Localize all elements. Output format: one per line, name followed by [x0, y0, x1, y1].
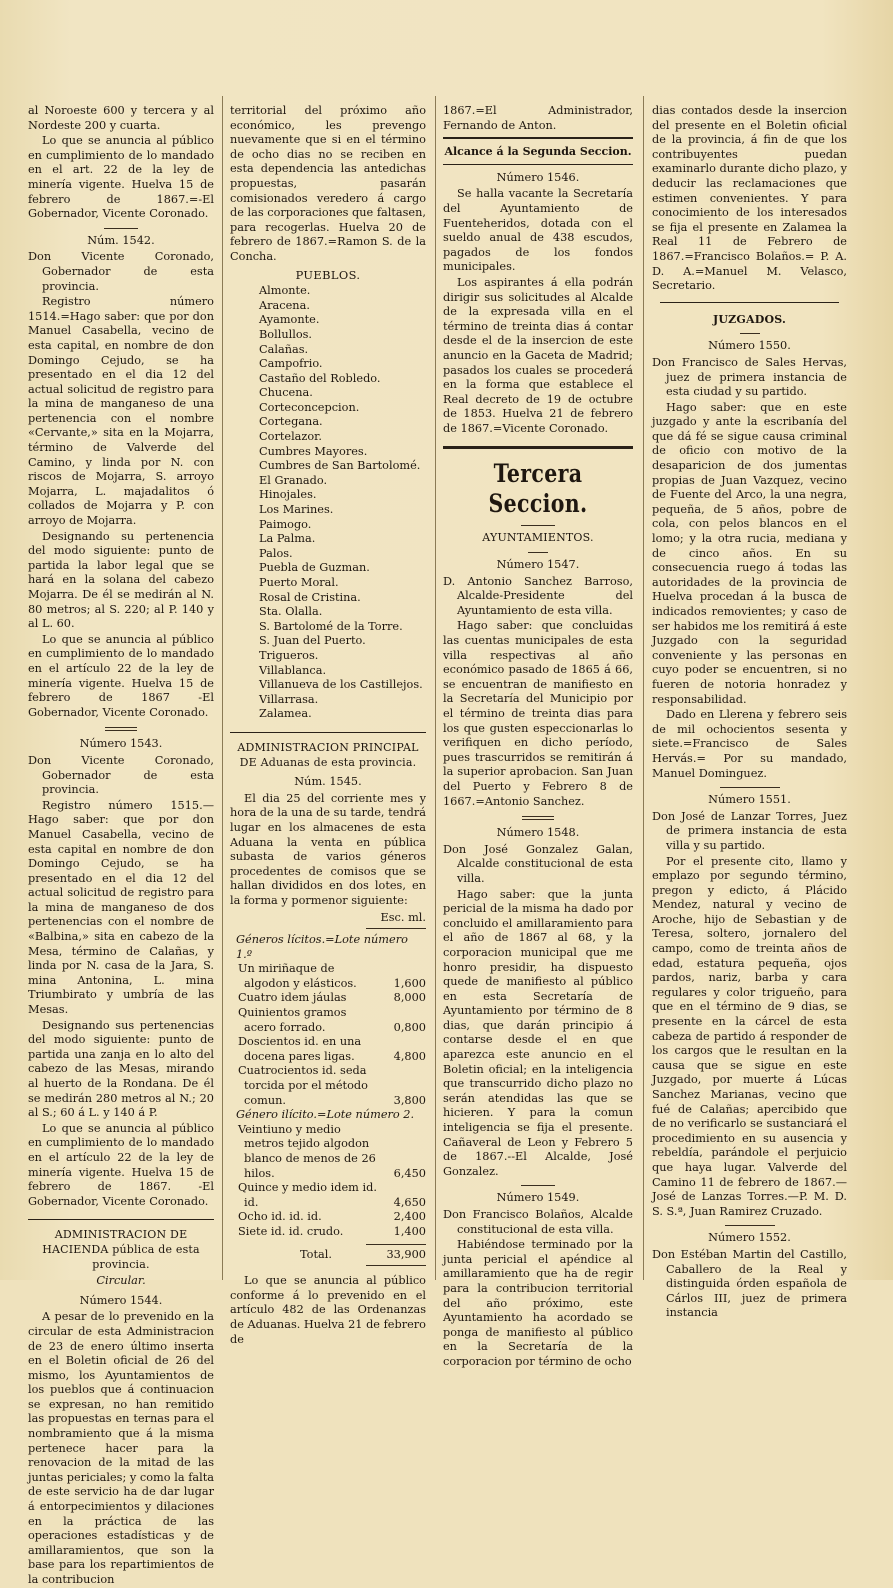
notice-number: Núm. 1545. [294, 775, 362, 789]
lot-heading: Géneros lícitos.=Lote número 1.º [236, 933, 408, 961]
lot-items [230, 962, 426, 1108]
lot-item-value: 0,800 [393, 1020, 426, 1034]
section-heading: ADMINISTRACION PRINCIPAL DE Aduanas de esta provincia. [237, 740, 419, 769]
town-list-item: Cumbres Mayores. [259, 444, 368, 458]
town-list-item: Aracena. [259, 298, 310, 312]
paragraph: Habiéndose terminado por la junta pericial el apéndice al amillaramiento que ha de regir para la contribucion territorial del año próximo, este Ayuntamiento ha acordado se ponga de manifiesto al público en la Secretaría de la corporacion por término de ocho [443, 1238, 633, 1368]
town-list-item: S. Juan del Puerto. [259, 634, 366, 648]
lot-item-description: Un miriñaque de algodon y elásticos. [238, 962, 357, 990]
lot-item-description: Doscientos id. en una docena pares ligas. [238, 1035, 362, 1063]
lot-item-row [230, 1210, 426, 1225]
town-list-item: Ayamonte. [259, 313, 320, 327]
notice-number: Número 1550. [708, 339, 791, 353]
town-list-item: Corteconcepcion. [259, 400, 360, 414]
separator [443, 137, 633, 139]
town-list-item: Hinojales. [259, 488, 317, 502]
town-list-item: Trigueros. [259, 648, 319, 662]
lot-item-row [230, 1006, 426, 1035]
lot-item-value: 8,000 [393, 991, 426, 1005]
lot-item-description: Veintiuno y medio metros tejido algodon blanco de menos de 26 hilos. [238, 1122, 376, 1180]
town-list-item: La Palma. [259, 532, 316, 546]
paragraph: Hago saber: que la junta pericial de la misma ha dado por concluido el amillaramiento para el año de 1867 al 68, y la corporacion municipal que me honro presidir, ha dispuesto quede de manifiesto al público en esta Secretaría de Ayuntamiento por término de 8 dias, que darán principio á contarse desde el en que aparezca este anuncio en el Boletin oficial; en la inteligencia que transcurrido dicho plazo no serán atendidas las que se hicieren. Y para la comun inteligencia se fija el presente. Cañaveral de Leon y Febrero 5 de 1867.--El Alcalde, José Gonzalez. [443, 887, 633, 1178]
currency-heading: Esc. ml. [380, 911, 426, 925]
section-title: Tercera Seccion. [488, 459, 588, 519]
paragraph: A pesar de lo prevenido en la circular de esta Administracion de 23 de enero último inserta en el Boletin oficial de 26 del mismo, los Ayuntamientos de los pueblos que á continuacion se expresan, no han remitido las propuestas en ternas para el nombramiento que á la misma pertenece hacer para la renovacion de la mitad de las juntas periciales; y como la falta de este servicio ha de dar lugar á entorpecimientos y dilaciones en la práctica de las operaciones estadísticas y de amillaramientos, que son la base para los repartimientos de la contribucion [28, 1310, 214, 1586]
lot-item-value: 3,800 [393, 1093, 426, 1107]
lot-item-description: Ocho id. id. id. [238, 1210, 322, 1224]
lot-item-description: Siete id. id. crudo. [238, 1224, 344, 1238]
town-list-item: Sta. Olalla. [259, 605, 323, 619]
town-list-item: Chucena. [259, 386, 313, 400]
notice-header: Don Estéban Martin del Castillo, Caballero de la Real y distinguida órden española de Cárlos III, juez de primera instancia [652, 1247, 847, 1320]
lot-item-row [230, 1035, 426, 1064]
town-list-item: Cortelazor. [259, 430, 322, 444]
paragraph: El dia 25 del corriente mes y hora de la una de su tarde, tendrá lugar en los almacenes de esta Aduana la venta en pública subasta de varios géneros procedentes de comisos que se hallan divididos en dos lotes, en la forma y pormenor siguiente: [230, 791, 426, 907]
town-list-item: Los Marines. [259, 503, 334, 517]
town-list-item: Paimogo. [259, 517, 312, 531]
paragraph: al Noroeste 600 y tercera y al Nordeste 200 y cuarta. [28, 104, 214, 132]
separator [366, 1244, 426, 1245]
town-list-item: El Granado. [259, 473, 328, 487]
notice-number: Número 1552. [708, 1231, 791, 1245]
section-heading: Alcance á la Segunda Seccion. [444, 145, 632, 159]
paragraph: territorial del próximo año económico, les prevengo nuevamente que si en el término de ocho dias no se reciben en esta dependencia las antedichas propuestas, pasarán comisionados veredero á cargo de las corporaciones que faltasen, para recogerlas. Huelva 20 de febrero de 1867.=Ramon S. de la Concha. [230, 104, 426, 263]
notice-number: Núm. 1542. [87, 233, 155, 247]
town-list-item: Calañas. [259, 342, 309, 356]
lot-item-value: 4,650 [393, 1195, 426, 1209]
separator [104, 228, 138, 229]
paragraph: Lo que se anuncia al público en cumplimiento de lo mandado en el art. 22 de la ley de minería vigente. Huelva 15 de febrero de 1867.=-El Gobernador, Vicente Coronado. [28, 134, 214, 221]
lot-items [230, 1123, 426, 1240]
town-list-item: Villarrasa. [259, 692, 319, 706]
paragraph: Registro número 1515.—Hago saber: que por don Manuel Casabella, vecino de esta capital en nombre de don Domingo Cejudo, se ha presentado en el dia 12 del actual solicitud de registro para la mina de manganeso de dos pertenencias con el nombre de «Balbina,» sita en cabezo de la Mesa, término de Calañas, y linda por N. casa de la Jara, S. mina Antonina, L. mina Triumbirato y umbría de las Mesas. [28, 798, 214, 1017]
town-list-item: Cortegana. [259, 415, 323, 429]
column-divider [643, 96, 644, 1280]
paragraph: Se halla vacante la Secretaría del Ayuntamiento de Fuenteheridos, dotada con el sueldo anual de 438 escudos, pagados de los fondos municipales. [443, 187, 633, 274]
notice-header: Don Francisco de Sales Hervas, juez de primera instancia de esta ciudad y su partido. [652, 355, 847, 399]
lot-item-value: 2,400 [393, 1210, 426, 1224]
lot-item-description: Quinientos gramos acero forrado. [238, 1006, 347, 1034]
lot-item-row [230, 1064, 426, 1108]
town-list-item: Villanueva de los Castillejos. [259, 678, 423, 692]
column-1 [28, 104, 214, 1586]
notice-header: Don José Gonzalez Galan, Alcalde constitucional de esta villa. [443, 842, 633, 885]
subheading: Circular. [96, 1274, 146, 1288]
separator [443, 446, 633, 449]
town-list-item: Bollullos. [259, 327, 313, 341]
paragraph: Lo que se anuncia al público en cumplimiento de lo mandado en el artículo 22 de la ley de minería vigente. Huelva 15 de febrero de 1867. -El Gobernador, Vicente Coronado. [28, 1121, 214, 1208]
section-heading: AYUNTAMIENTOS. [482, 531, 594, 545]
notice-number: Número 1551. [708, 793, 791, 807]
town-list-item: Cumbres de San Bartolomé. [259, 459, 421, 473]
paragraph: Los aspirantes á ella podrán dirigir sus solicitudes al Alcalde de la expresada villa en el término de treinta dias á contar desde el de la insercion de este anuncio en la Gaceta de Madrid; pasados los cuales se procederá en la forma que establece el Real decreto de 19 de octubre de 1853. Huelva 21 de febrero de 1867.=Vicente Coronado. [443, 275, 633, 435]
notice-number: Número 1547. [496, 558, 580, 572]
total-row [230, 1248, 426, 1263]
town-list-item: S. Bartolomé de la Torre. [259, 619, 403, 633]
town-list-item: Villablanca. [259, 663, 327, 677]
total-value: 33,900 [386, 1247, 426, 1261]
notice-header: D. Antonio Sanchez Barroso, Alcalde-Presidente del Ayuntamiento de esta villa. [443, 574, 633, 617]
lot-item-description: Quince y medio idem id. id. [238, 1181, 377, 1209]
town-list-item: Puerto Moral. [259, 576, 339, 589]
paragraph: Por el presente cito, llamo y emplazo por segundo término, pregon y edicto, á Plácido Mendez, natural y vecino de Aroche, hijo de Sebastian y de Teresa, soltero, jornalero del campo, como de treinta años de edad, estatura pequeña, ojos pardos, nariz, barba y cara regulares y color trigueño, para que en el término de 9 dias, se presente en la cárcel de esta cabeza de partido á responder de los cargos que le resultan en la causa que se sigue en este Juzgado, por muerte á Lúcas Sanchez Marianas, vecino que fué de Calañas; apercibido que de no verificarlo se sustanciará el procedimiento en su ausencia y rebeldía, parándole el perjuicio que haya lugar. Valverde del Camino 11 de febrero de 1867.—José de Lanzas Torres.—P. M. D. S. S.ª, Juan Ramirez Cruzado. [652, 854, 847, 1218]
paragraph: Dado en Llerena y febrero seis de mil ochocientos sesenta y siete.=Francisco de Sales Hervás.= Por su mandado, Manuel Dominguez. [652, 708, 847, 780]
separator [521, 1185, 555, 1186]
separator [105, 727, 137, 731]
lot-item-row [230, 1225, 426, 1240]
column-divider [222, 96, 223, 1280]
section-heading: JUZGADOS. [712, 312, 787, 326]
paragraph: 1867.=El Administrador, Fernando de Anton. [443, 104, 633, 132]
column-3 [443, 104, 633, 1368]
notice-number: Número 1543. [79, 737, 163, 751]
separator [366, 928, 426, 929]
paragraph: dias contados desde la insercion del presente en el Boletin oficial de la provincia, á fin de que los contribuyentes puedan examinarlo durante dicho plazo, y deducir las reclamaciones que estimen convenientes. Y para conocimiento de los interesados se fija el presente en Zalamea la Real 11 de Febrero de 1867.=Francisco Bolaños.= P. A. D. A.=Manuel M. Velasco, Secretario. [652, 104, 848, 293]
town-list-item: Zalamea. [259, 707, 312, 721]
separator [522, 816, 554, 820]
lot-item-value: 1,600 [393, 976, 426, 990]
town-list-item: Almonte. [259, 284, 311, 298]
total-label: Total. [300, 1247, 332, 1261]
lot-item-description: Cuatro idem jáulas [238, 991, 347, 1005]
notice-header: Don José de Lanzar Torres, Juez de primera instancia de esta villa y su partido. [652, 809, 847, 852]
notice-number: Número 1548. [496, 826, 580, 840]
column-4 [652, 104, 848, 1320]
section-heading: ADMINISTRACION DE HACIENDA pública de esta provincia. [42, 1228, 200, 1271]
list-heading: PUEBLOS. [295, 267, 361, 282]
paragraph: Designando sus pertenencias del modo siguiente: punto de partida una zanja en lo alto del cabezo de las Mesas, mirando al huerto de la Rondana. De él se medirán 280 metros al N.; 20 al S.; 60 á L. y 140 á P. [28, 1018, 214, 1120]
lot-item-value: 1,400 [393, 1224, 426, 1238]
separator [28, 1219, 214, 1220]
separator [740, 333, 760, 334]
town-list-item: Campofrio. [259, 357, 323, 371]
town-list [230, 284, 426, 722]
town-list-item: Rosal de Cristina. [259, 590, 361, 604]
lot-item-row [230, 1181, 426, 1210]
town-list-item: Castaño del Robledo. [259, 371, 381, 385]
separator [230, 732, 426, 733]
paragraph: Registro número 1514.=Hago saber: que por don Manuel Casabella, vecino de esta capital, en nombre de don Domingo Cejudo, se ha presentado en el dia 12 del actual solicitud de registro para la mina de manganeso de una pertenencia con el nombre «Cervante,» sita en la Mojarra, término de Valverde del Camino, y linda por N. con riscos de Mojarra, S. arroyo Mojarra, L. majadalitos ó collados de Mojarra y P. con arroyo de Mojarra. [28, 295, 214, 528]
lot-heading: Género ilícito.=Lote número 2. [236, 1108, 415, 1122]
paragraph: Lo que se anuncia al público en cumplimiento de lo mandado en el artículo 22 de la ley de minería vigente. Huelva 15 de febrero de 1867 -El Gobernador, Vicente Coronado. [28, 632, 214, 719]
paragraph: Hago saber: que en este juzgado y ante la escribanía del que dá fé se sigue causa criminal de oficio con motivo de la desaparicion de dos jumentas propias de Juan Vazquez, vecino de Fuente del Arco, la una negra, pequeña, de 5 años, pobre de cola, con pelos blancos en el lomo; y la otra rucia, mediana y de cinco años. En su consecuencia ruego á todas las autoridades de la provincia de Huelva procedan á la busca de indicados removientes; y caso de ser habidos me los remitirá á este Juzgado con la seguridad conveniente y las personas en cuyo poder se encuentren, si no fueren de notoria honradez y responsabilidad. [652, 400, 847, 706]
notice-number: Número 1549. [496, 1191, 580, 1205]
separator [528, 552, 548, 553]
town-list-item: Puebla de Guzman. [259, 561, 370, 575]
notice-header: Don Vicente Coronado, Gobernador de esta provincia. [28, 250, 214, 293]
column-divider [435, 96, 436, 1280]
paragraph: Designando su pertenencia del modo siguiente: punto de partida la labor legal que se hará en la solana del cabezo Mojarra. De él se medirán al N. 80 metros; al S. 220; al P. 140 y al L. 60. [28, 529, 214, 631]
lot-item-value: 6,450 [393, 1166, 426, 1180]
separator [725, 1225, 775, 1226]
lot-item-row [230, 1123, 426, 1181]
lot-item-row [230, 991, 426, 1006]
separator [366, 1265, 426, 1266]
notice-number: Número 1546. [496, 170, 580, 184]
lot-item-value: 4,800 [393, 1049, 426, 1063]
separator [720, 787, 780, 788]
town-list-item: Palos. [259, 546, 293, 560]
paragraph: Lo que se anuncia al público conforme á lo prevenido en el artículo 482 de las Ordenanzas de Aduanas. Huelva 21 de febrero de [230, 1274, 426, 1346]
separator [660, 302, 839, 303]
column-2 [230, 104, 426, 1346]
separator [443, 164, 633, 165]
notice-header: Don Francisco Bolaños, Alcalde constitucional de esta villa. [443, 1208, 633, 1236]
notice-header: Don Vicente Coronado, Gobernador de esta provincia. [28, 753, 214, 797]
notice-number: Número 1544. [79, 1293, 163, 1307]
lot-item-row [230, 962, 426, 991]
lot-item-description: Cuatrocientos id. seda torcida por el método comun. [238, 1064, 368, 1107]
paragraph: Hago saber: que concluidas las cuentas municipales de esta villa respectivas al año económico pasado de 1865 á 66, se encuentran de manifiesto en la Secretaría del Municipio por el término de treinta dias para los que gusten especcionarlas lo verifiquen en dicho período, pues trascurridos se remitirán á la superior aprobacion. San Juan del Puerto y Febrero 8 de 1667.=Antonio Sanchez. [443, 619, 633, 808]
separator [521, 525, 555, 526]
